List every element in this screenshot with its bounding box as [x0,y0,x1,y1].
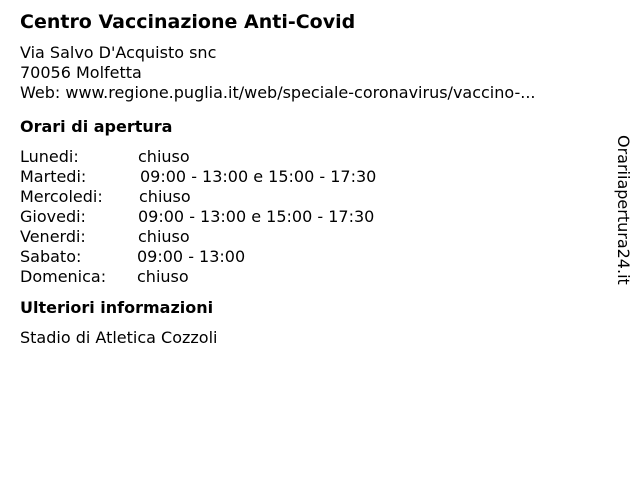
address-line-city: 70056 Molfetta [20,63,142,82]
hours-day-label: Giovedi: [20,207,86,226]
place-title: Centro Vaccinazione Anti-Covid [20,11,356,33]
hours-row-sunday [20,267,600,287]
hours-time-value: 09:00 - 13:00 e 15:00 - 17:30 [140,167,377,186]
hours-time-value: 09:00 - 13:00 e 15:00 - 17:30 [138,207,375,226]
hours-day-label: Mercoledi: [20,187,103,206]
hours-day-label: Martedi: [20,167,87,186]
hours-row-friday [20,227,600,247]
hours-row-thursday [20,207,600,227]
hours-row-monday [20,147,600,167]
additional-info-text: Stadio di Atletica Cozzoli [20,328,218,347]
hours-day-label: Sabato: [20,247,82,266]
brand-watermark-text: Orariiapertura24.it [614,135,633,285]
place-card [20,9,600,348]
additional-info-heading: Ulteriori informazioni [20,298,214,317]
hours-time-value: chiuso [138,227,190,246]
opening-hours-heading: Orari di apertura [20,117,173,136]
hours-time-value: 09:00 - 13:00 [137,247,246,266]
hours-day-label: Lunedi: [20,147,79,166]
hours-day-label: Domenica: [20,267,107,286]
address-line-street: Via Salvo D'Acquisto snc [20,43,217,62]
hours-row-saturday [20,247,600,267]
hours-time-value: chiuso [139,187,191,206]
brand-watermark [613,135,633,307]
hours-day-label: Venerdi: [20,227,86,246]
hours-row-tuesday [20,167,600,187]
website-link[interactable]: Web: www.regione.puglia.it/web/speciale-coronavirus/vaccino-... [20,83,536,102]
hours-time-value: chiuso [138,147,190,166]
hours-time-value: chiuso [137,267,189,286]
hours-row-wednesday [20,187,600,207]
